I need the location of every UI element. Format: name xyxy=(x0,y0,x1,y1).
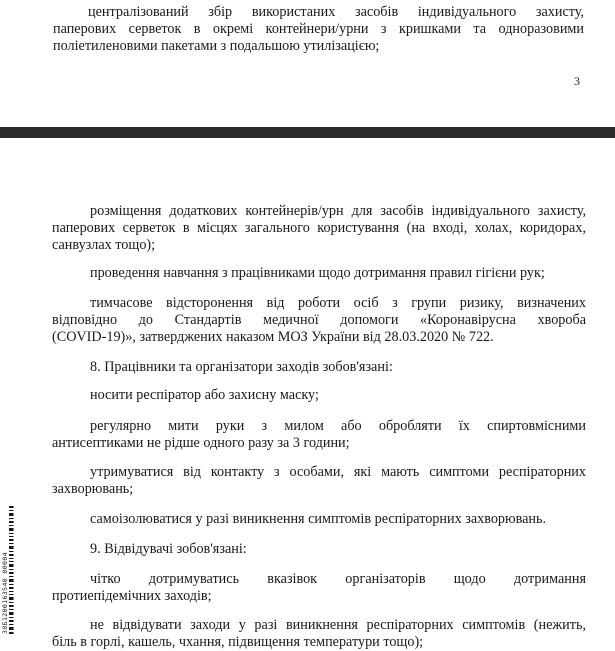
text-line: антисептиками не рідше одного разу за 3 години; xyxy=(52,435,350,451)
text-line: паперових серветок в місцях загального користування (на вході, холах, коридорах, xyxy=(52,220,586,236)
page-separator xyxy=(0,127,615,138)
text-line: біль в горлі, кашель, чхання, підвищення температури тощо); xyxy=(52,634,424,650)
section-heading: 9. Відвідувачі зобов'язані: xyxy=(90,541,247,557)
text-line: розміщення додаткових контейнерів/урн для засобів індивідуального захисту, xyxy=(90,203,586,219)
text-line: не відвідувати заходи у разі виникнення респіраторних симптомів (нежить, xyxy=(90,617,586,633)
text-line: проведення навчання з працівниками щодо дотримання правил гігієни рук; xyxy=(90,265,545,281)
text-line: відповідно до Стандартів медичної допомоги «Коронавірусна хвороба xyxy=(52,312,586,328)
text-line: утримуватися від контакту з особами, які мають симптоми респіраторних xyxy=(90,464,586,480)
text-line: (COVID-19)», затверджених наказом МОЗ України від 28.03.2020 № 722. xyxy=(52,329,494,345)
barcode-icon xyxy=(9,506,17,634)
text-line: самоізолюватися у разі виникнення симптомів респіраторних захворювань. xyxy=(90,511,547,527)
barcode-number: 30Б1200163540 00004 xyxy=(1,552,9,634)
text-line: тимчасове відсторонення від роботи осіб з групи ризику, визначених xyxy=(90,295,586,311)
previous-page-fragment xyxy=(0,0,615,127)
text-line: поліетиленовими пакетами з подальшою утилізацією; xyxy=(53,38,380,54)
text-line: регулярно мити руки з милом або обробляти їх спиртовмісними xyxy=(90,418,586,434)
page-number: 3 xyxy=(574,74,580,88)
text-line: паперових серветок в окремі контейнери/урни з кришками та одноразовими xyxy=(53,21,584,37)
text-line: централізований збір використаних засобів індивідуального захисту, xyxy=(88,4,584,20)
text-line: носити респіратор або захисну маску; xyxy=(90,387,319,403)
section-heading: 8. Працівники та організатори заходів зобов'язані: xyxy=(90,359,393,375)
text-line: протиепідемічних заходів; xyxy=(52,588,212,604)
text-line: захворювань; xyxy=(52,481,134,497)
text-line: чітко дотримуватись вказівок організаторів щодо дотримання xyxy=(90,571,586,587)
current-page xyxy=(0,138,615,649)
text-line: санвузлах тощо); xyxy=(52,237,156,253)
